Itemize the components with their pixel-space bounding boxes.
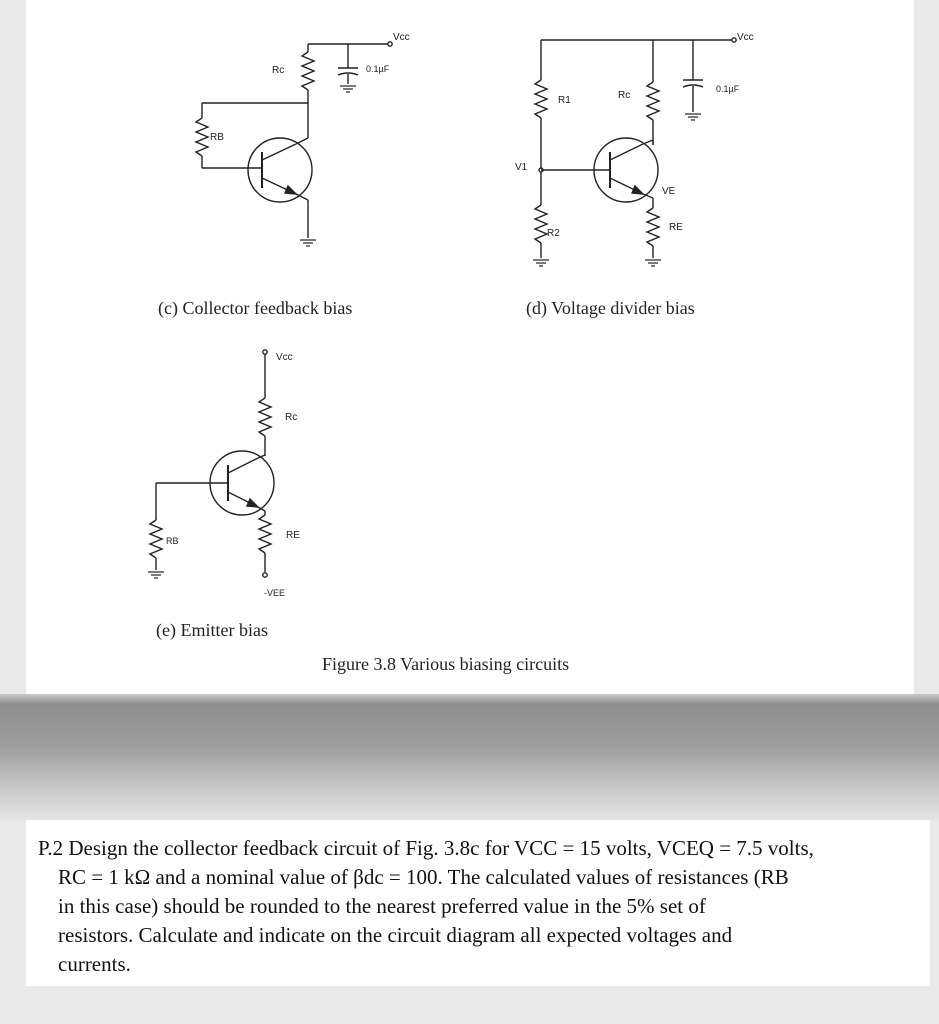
rc-resistor-d xyxy=(647,82,659,120)
problem-line-5: currents. xyxy=(58,952,131,976)
circuit-voltage-divider xyxy=(533,38,736,266)
v1-label: V1 xyxy=(515,162,528,173)
cap-label-d: 0.1µF xyxy=(716,84,740,94)
vcc-label-e: Vcc xyxy=(276,352,293,363)
cap-label-c: 0.1µF xyxy=(366,64,390,74)
problem-line-1: P.2 Design the collector feedback circuit of Fig. 3.8c for VCC = 15 volts, VCEQ = 7.5 volts, xyxy=(38,836,814,860)
r2-resistor xyxy=(535,205,547,243)
rb-label-c: RB xyxy=(210,132,224,143)
scroll-gap xyxy=(0,694,939,820)
re-label-d: RE xyxy=(669,222,683,233)
rc-label-e: Rc xyxy=(285,412,298,423)
problem-line-4: resistors. Calculate and indicate on the circuit diagram all expected voltages and xyxy=(58,923,733,947)
re-label-e: RE xyxy=(286,530,300,541)
r1-label: R1 xyxy=(558,95,571,106)
vcc-label-d: Vcc xyxy=(737,32,754,43)
problem-line-2: RC = 1 kΩ and a nominal value of βdc = 100. The calculated values of resistances (RB xyxy=(58,865,789,889)
circuit-collector-feedback xyxy=(196,42,392,246)
caption-e: (e) Emitter bias xyxy=(156,620,268,640)
problem-line-3: in this case) should be rounded to the nearest preferred value in the 5% set of xyxy=(58,894,706,918)
r1-resistor xyxy=(535,80,547,118)
rc-resistor-e xyxy=(259,398,271,436)
rc-label-c: Rc xyxy=(272,65,285,76)
vee-label: -VEE xyxy=(264,588,286,598)
caption-d: (d) Voltage divider bias xyxy=(526,298,695,318)
rb-resistor xyxy=(196,118,208,156)
re-resistor-e xyxy=(259,515,271,553)
rc-label-d: Rc xyxy=(618,90,631,101)
transistor-c xyxy=(248,138,312,202)
r2-label: R2 xyxy=(547,228,560,239)
re-resistor-d xyxy=(647,208,659,246)
rb-resistor-e xyxy=(150,520,162,558)
problem-statement xyxy=(26,820,930,986)
rc-resistor xyxy=(302,52,314,90)
figure-caption: Figure 3.8 Various biasing circuits xyxy=(322,654,570,674)
rb-label-e: RB xyxy=(166,536,179,546)
ve-label: VE xyxy=(662,186,676,197)
vcc-label-c: Vcc xyxy=(393,32,410,43)
caption-c: (c) Collector feedback bias xyxy=(158,298,353,318)
